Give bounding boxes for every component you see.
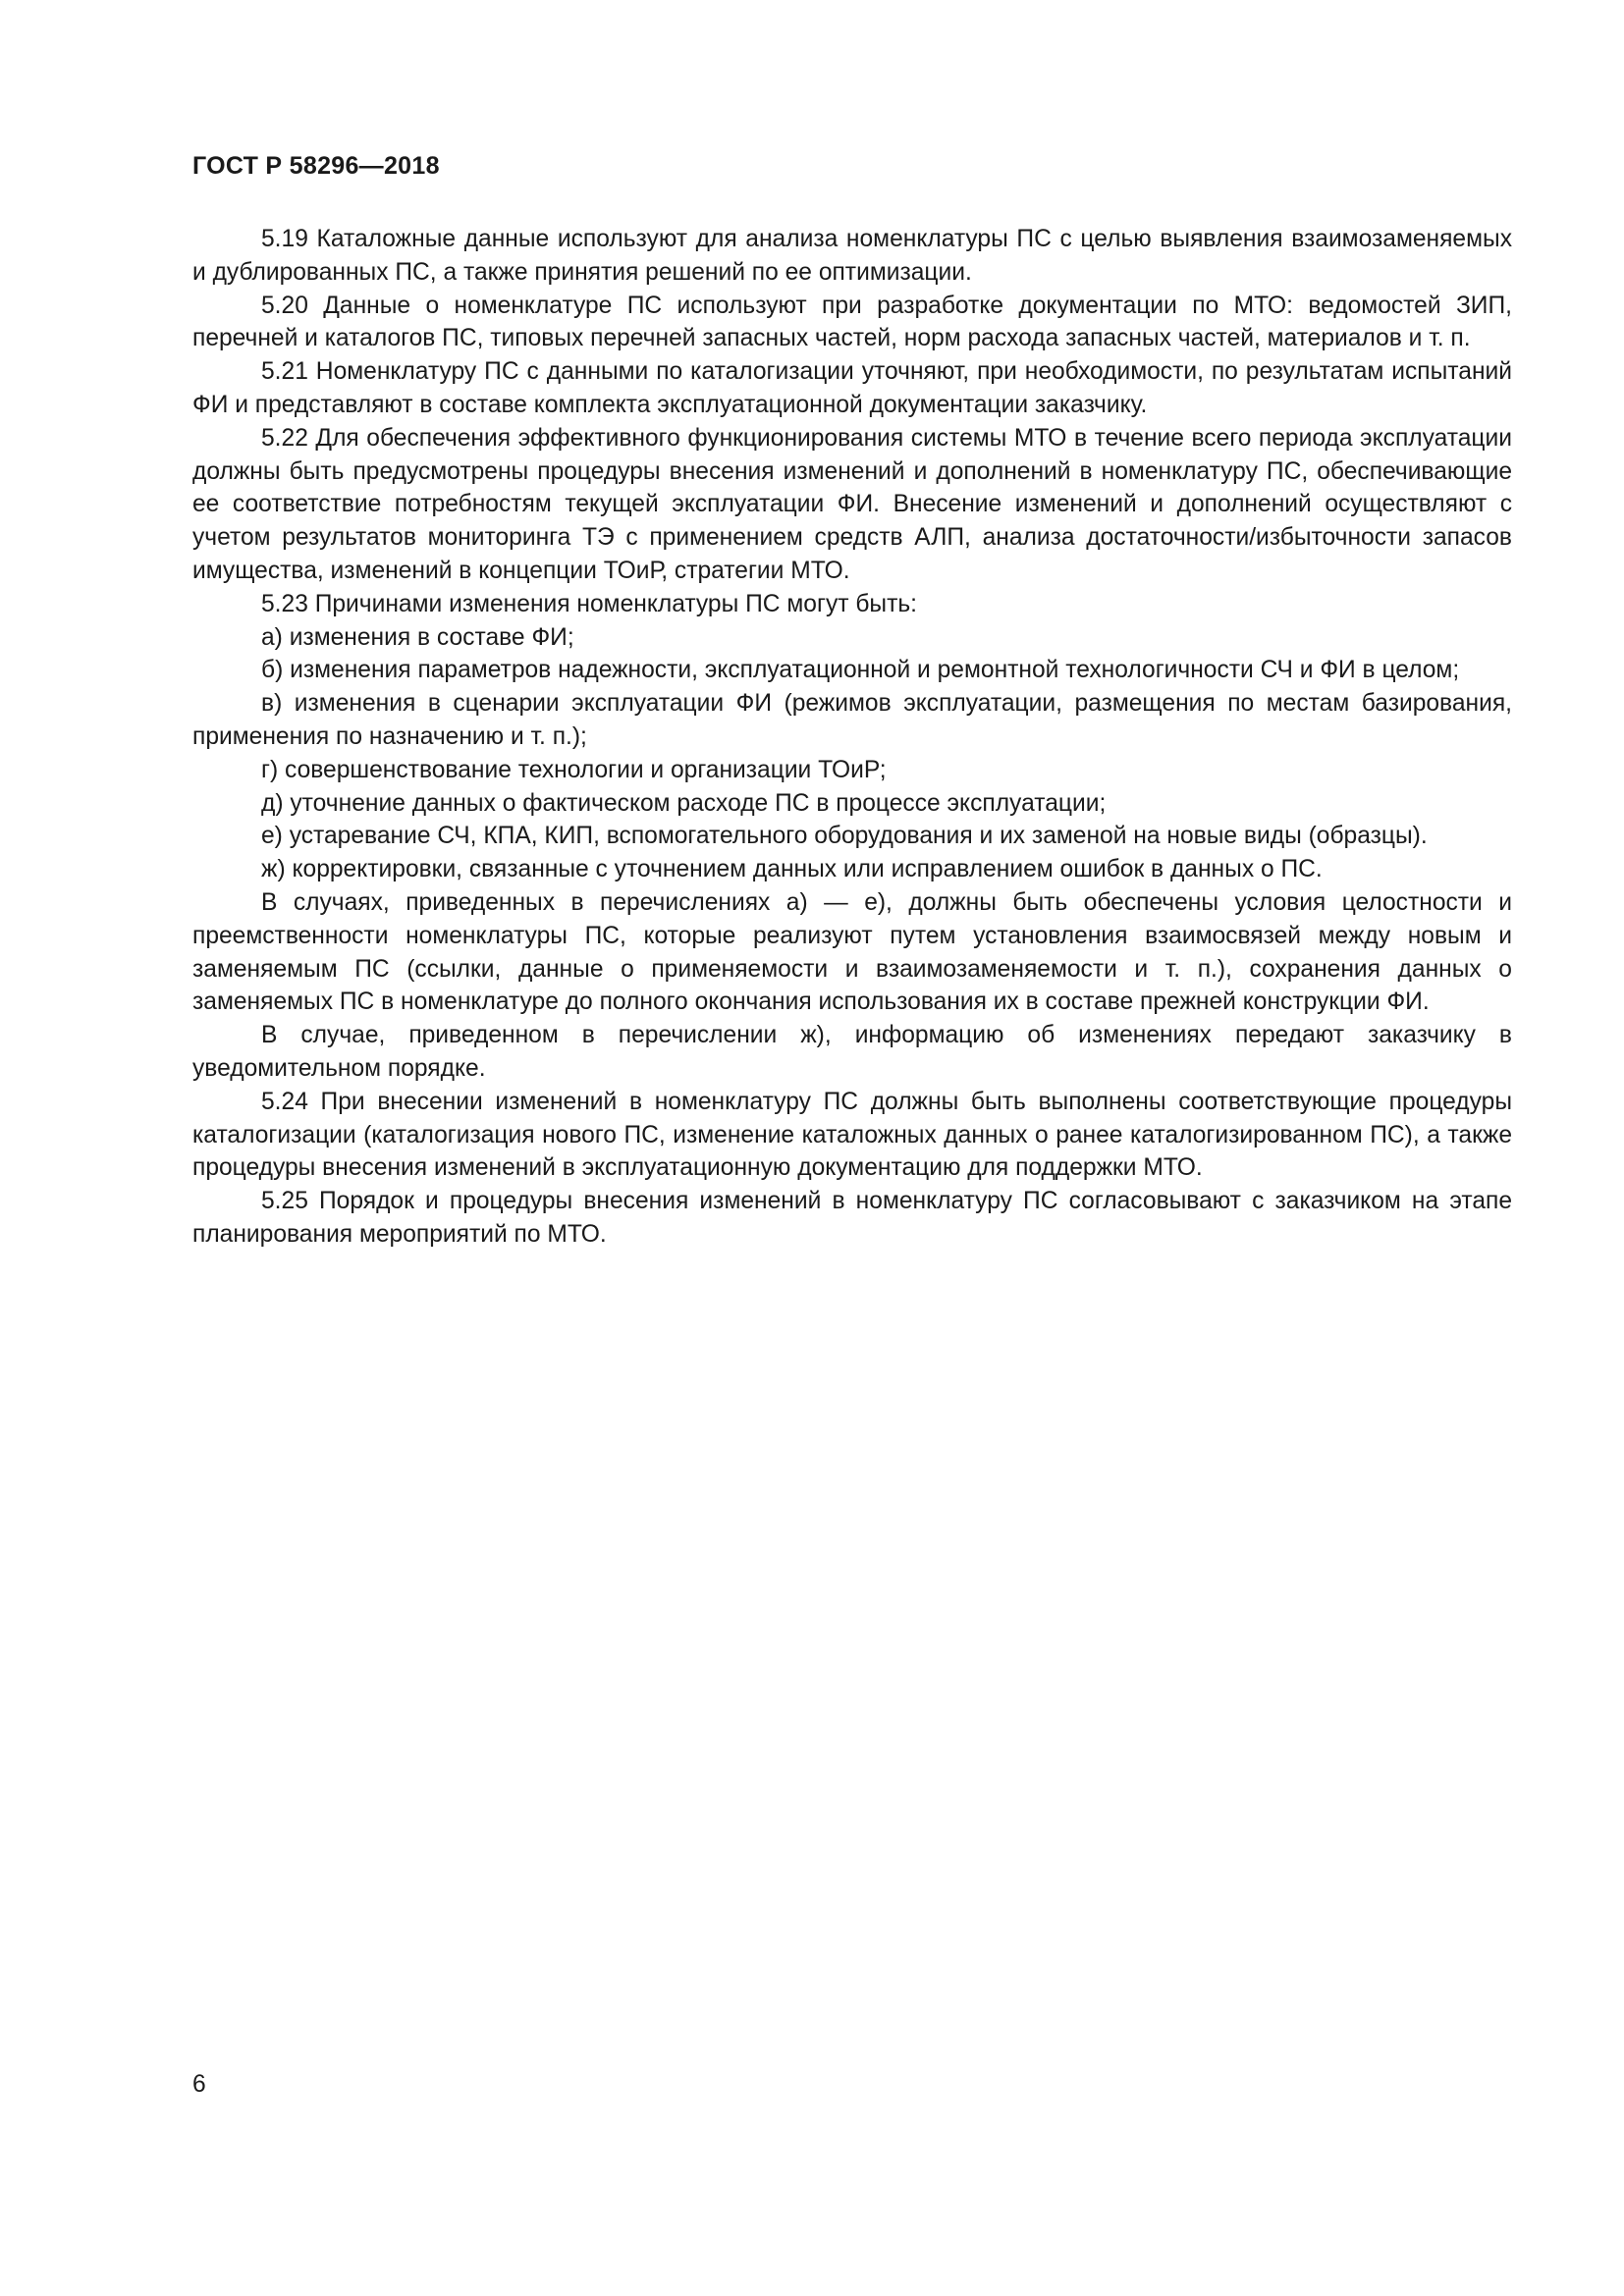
document-header: ГОСТ Р 58296—2018 [192, 152, 440, 180]
paragraph-cases-a-e: В случаях, приведенных в перечислениях а) — е), должны быть обеспечены условия целостности и преемственности номенклатуры ПС, которые реализуют путем установления взаимосвязей между новым и заменяемым ПС (ссылки, данные о применяемости и взаимозаменяемости и т. п.), сохранения данных о заменяемых ПС в номенклатуре до полного окончания использования их в составе прежней конструкции ФИ. [192, 888, 1512, 1016]
list-item-e: е) устаревание СЧ, КПА, КИП, вспомогательного оборудования и их заменой на новые виды (образцы). [261, 823, 1428, 850]
paragraph-5-20: 5.20 Данные о номенклатуре ПС используют при разработке документации по МТО: ведомостей ЗИП, перечней и каталогов ПС, типовых перечней запасных частей, норм расхода запасных частей, материалов и т. п. [192, 292, 1512, 352]
list-item-a: а) изменения в составе ФИ; [261, 623, 574, 651]
list-item-g: г) совершенствование технологии и организации ТОиР; [261, 756, 887, 783]
list-item-zh: ж) корректировки, связанные с уточнением данных или исправлением ошибок в данных о ПС. [261, 856, 1323, 883]
paragraph-5-24: 5.24 При внесении изменений в номенклатуру ПС должны быть выполнены соответствующие процедуры каталогизации (каталогизация нового ПС, изменение каталожных данных о ранее каталогизированном ПС), а также процедуры внесения изменений в эксплуатационную документацию для поддержки МТО. [192, 1088, 1512, 1182]
list-item-v: в) изменения в сценарии эксплуатации ФИ (режимов эксплуатации, размещения по местам базирования, применения по назначению и т. п.); [192, 690, 1512, 750]
page-number: 6 [192, 2071, 206, 2098]
paragraph-5-21: 5.21 Номенклатуру ПС с данными по каталогизации уточняют, при необходимости, по результатам испытаний ФИ и представляют в составе комплекта эксплуатационной документации заказчику. [192, 358, 1512, 418]
list-item-b: б) изменения параметров надежности, эксплуатационной и ремонтной технологичности СЧ и ФИ в целом; [261, 657, 1460, 684]
list-item-d: д) уточнение данных о фактическом расходе ПС в процессе эксплуатации; [261, 789, 1107, 817]
paragraph-case-zh: В случае, приведенном в перечислении ж), информацию об изменениях передают заказчику в уведомительном порядке. [192, 1022, 1512, 1082]
paragraph-5-22: 5.22 Для обеспечения эффективного функционирования системы МТО в течение всего периода эксплуатации должны быть предусмотрены процедуры внесения изменений и дополнений в номенклатуру ПС, обеспечивающие ее соответствие потребностям текущей эксплуатации ФИ. Внесение изменений и дополнений осуществляют с учетом результатов мониторинга ТЭ с применением средств АЛП, анализа достаточности/избыточности запасов имущества, изменений в концепции ТОиР, стратегии МТО. [192, 424, 1512, 584]
document-body [192, 223, 1512, 1252]
paragraph-5-23: 5.23 Причинами изменения номенклатуры ПС могут быть: [261, 590, 918, 617]
paragraph-5-25: 5.25 Порядок и процедуры внесения изменений в номенклатуру ПС согласовывают с заказчиком на этапе планирования мероприятий по МТО. [192, 1188, 1512, 1248]
paragraph-5-19: 5.19 Каталожные данные используют для анализа номенклатуры ПС с целью выявления взаимозаменяемых и дублированных ПС, а также принятия решений по ее оптимизации. [192, 226, 1512, 286]
